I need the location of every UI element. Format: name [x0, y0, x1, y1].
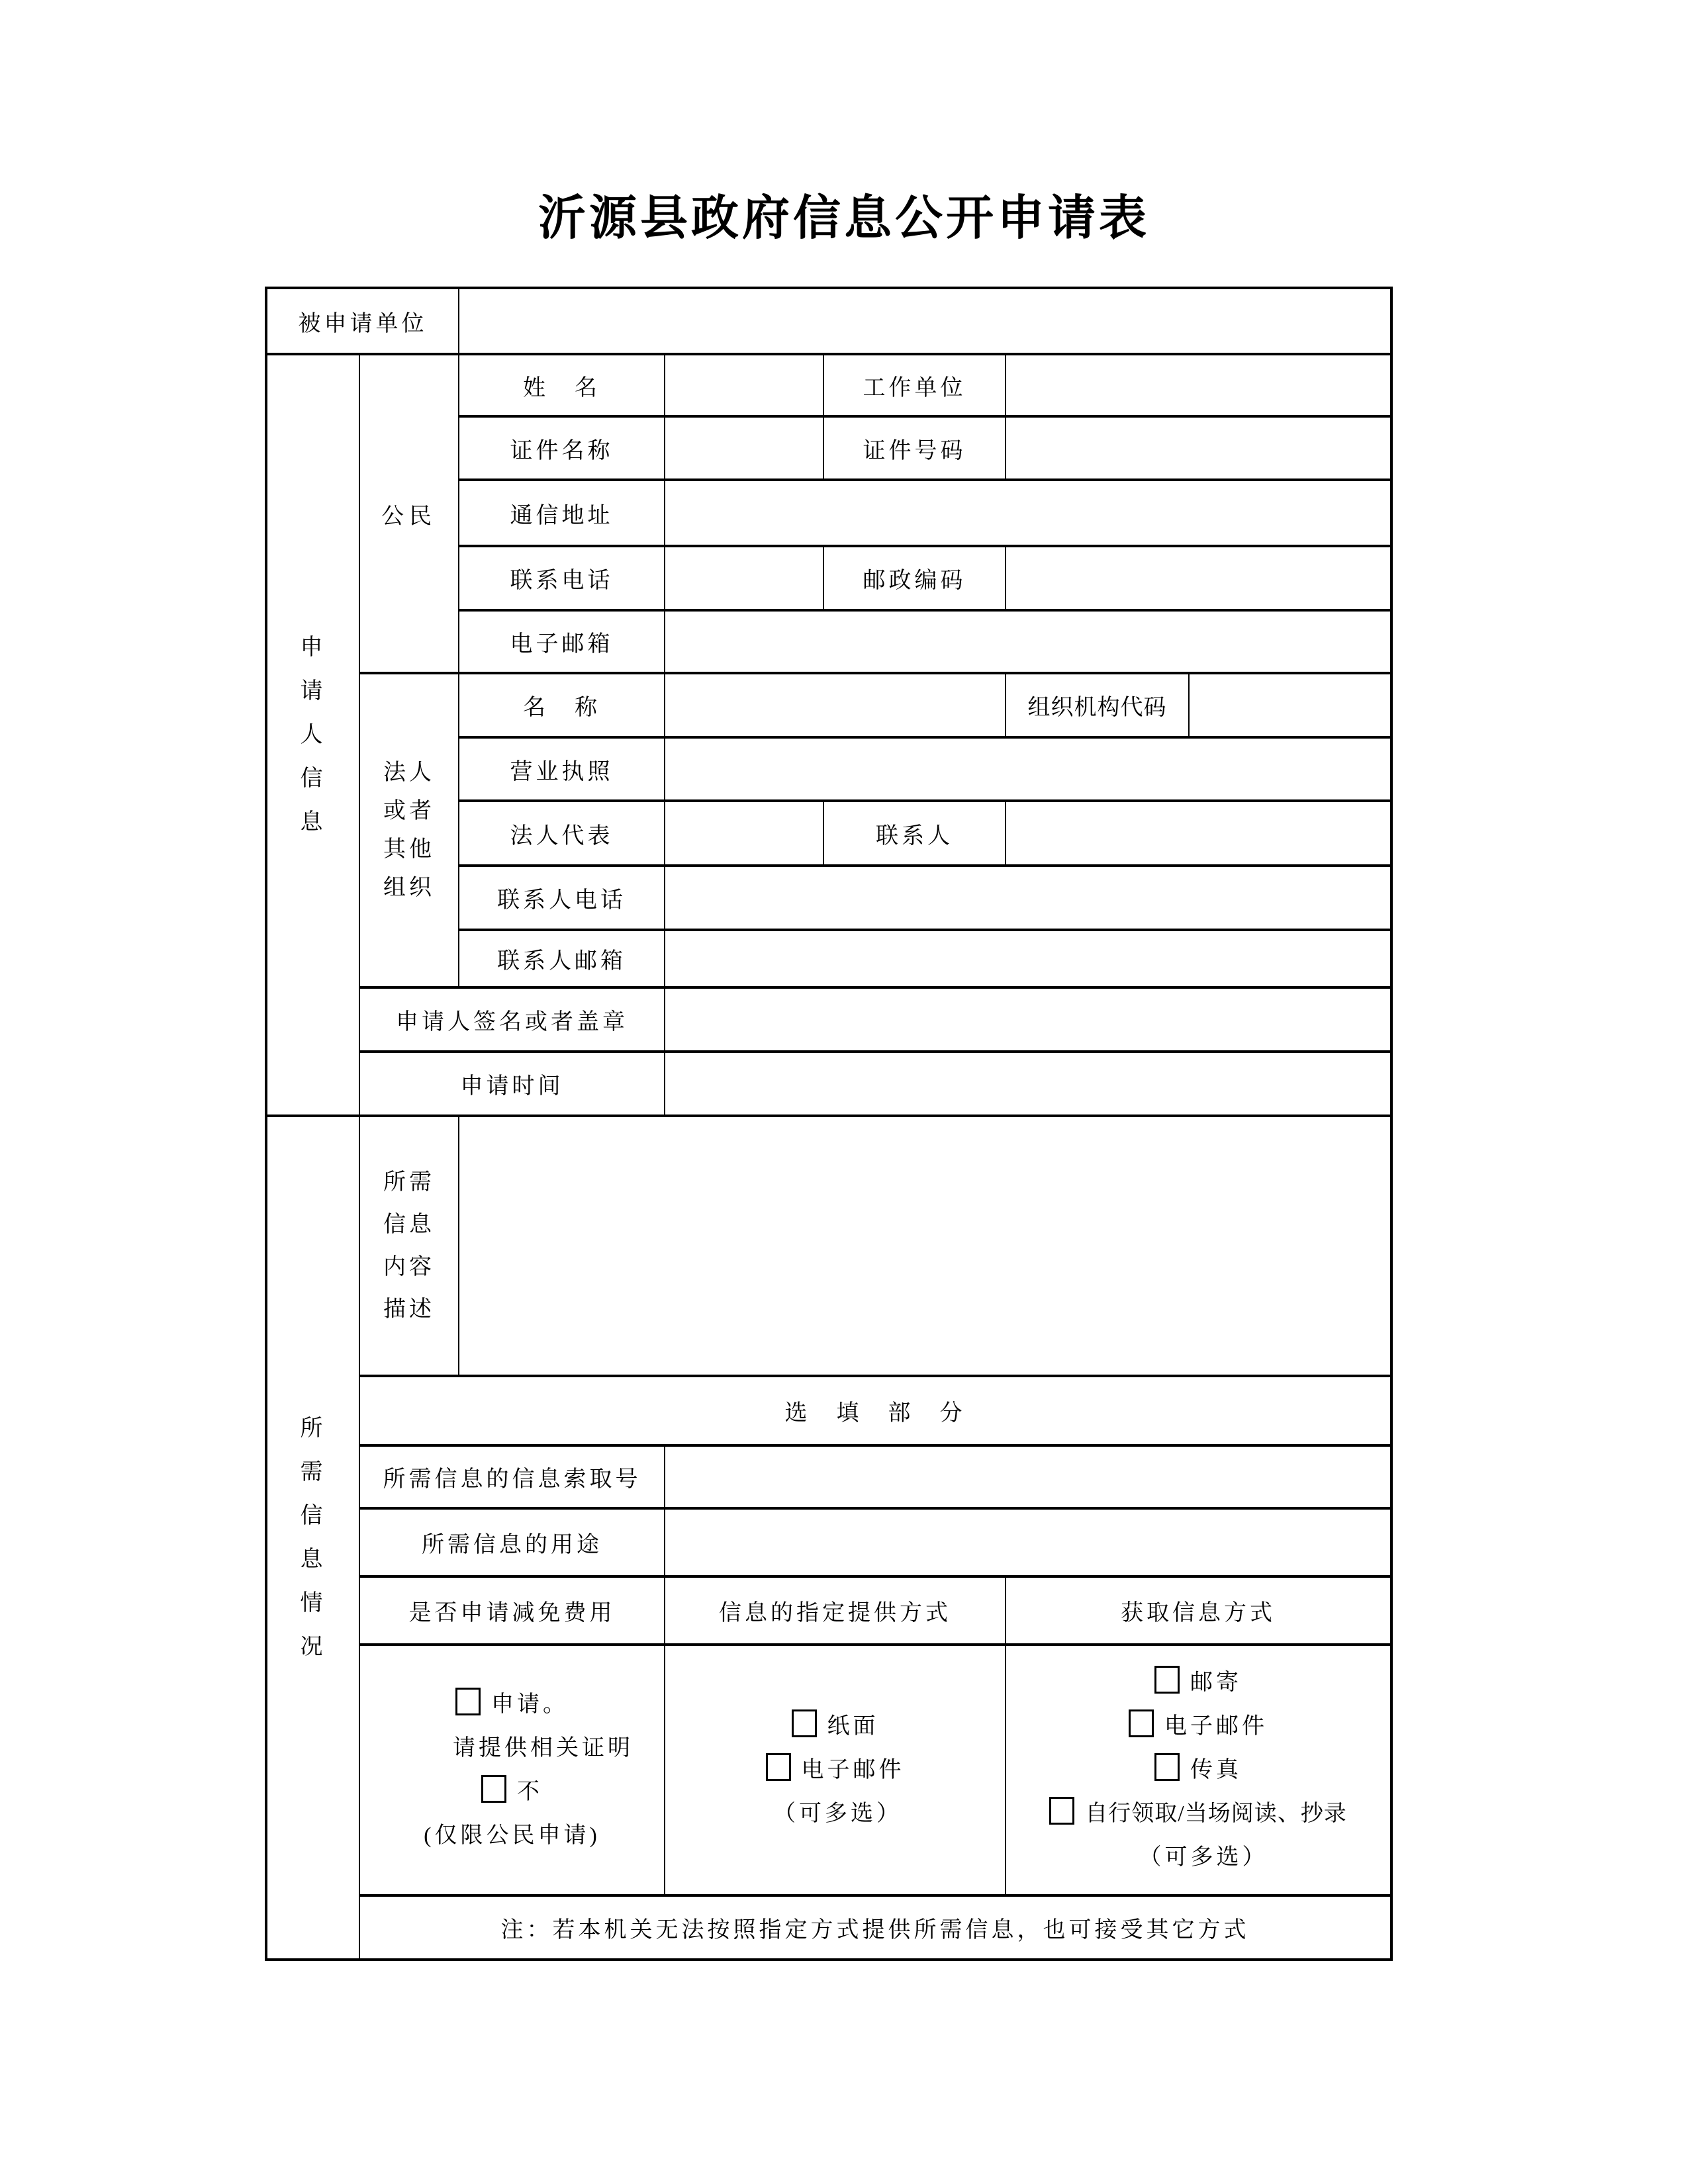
index-number-input[interactable]	[665, 1445, 1391, 1508]
index-number-label: 所需信息的信息索取号	[359, 1445, 665, 1508]
checkbox-obtain-email[interactable]	[1129, 1709, 1154, 1737]
info-section-label: 所 需 信 息 情 况	[266, 1116, 359, 1960]
org-contactphone-label: 联系人电话	[459, 866, 665, 930]
org-contactemail-input[interactable]	[665, 930, 1391, 987]
provide-method-options	[665, 1645, 1006, 1895]
citizen-phone-input[interactable]	[665, 546, 823, 610]
org-name-label: 名 称	[459, 673, 665, 737]
checkbox-fee-apply[interactable]	[455, 1688, 481, 1715]
provide-option-paper: 纸面	[665, 1705, 1005, 1749]
obtain-multi-select-note: （可多选）	[1139, 1844, 1268, 1870]
applytime-input[interactable]	[665, 1052, 1391, 1116]
citizen-certnumber-input[interactable]	[1006, 416, 1391, 480]
citizen-certnumber-label: 证件号码	[823, 416, 1006, 480]
citizen-workunit-input[interactable]	[1006, 354, 1391, 416]
provide-multi-select-note: （可多选）	[773, 1801, 902, 1826]
citizen-email-input[interactable]	[665, 610, 1391, 673]
requested-unit-input[interactable]	[459, 288, 1391, 354]
checkbox-fee-no[interactable]	[481, 1775, 506, 1803]
organization-label: 法人 或者 其他 组织	[359, 673, 459, 987]
checkbox-self-pickup[interactable]	[1049, 1797, 1074, 1825]
org-contact-label: 联系人	[823, 801, 1006, 866]
purpose-label: 所需信息的用途	[359, 1508, 665, 1576]
citizen-name-label: 姓 名	[459, 354, 665, 416]
citizen-certname-label: 证件名称	[459, 416, 665, 480]
org-name-input[interactable]	[665, 673, 1006, 737]
purpose-input[interactable]	[665, 1508, 1391, 1576]
fee-reduction-options	[359, 1645, 665, 1895]
org-contactphone-input[interactable]	[665, 866, 1391, 930]
org-license-label: 营业执照	[459, 737, 665, 801]
provide-option-email: 电子邮件	[665, 1749, 1005, 1792]
org-contactemail-label: 联系人邮箱	[459, 930, 665, 987]
signature-input[interactable]	[665, 987, 1391, 1052]
org-code-label: 组织机构代码	[1006, 673, 1189, 737]
fee-option-no: 不	[360, 1770, 664, 1814]
org-legalrep-input[interactable]	[665, 801, 823, 866]
info-description-input[interactable]	[459, 1116, 1391, 1376]
signature-label: 申请人签名或者盖章	[359, 987, 665, 1052]
applytime-label: 申请时间	[359, 1052, 665, 1116]
provide-method-header: 信息的指定提供方式	[665, 1576, 1006, 1645]
form-title: 沂源县政府信息公开申请表	[538, 192, 1150, 245]
applicant-section-label: 申 请 人 信 息	[266, 354, 359, 1116]
org-license-input[interactable]	[665, 737, 1391, 801]
fee-reduction-header: 是否申请减免费用	[359, 1576, 665, 1645]
requested-unit-label: 被申请单位	[266, 288, 459, 354]
org-code-input[interactable]	[1189, 673, 1391, 737]
citizen-name-input[interactable]	[665, 354, 823, 416]
citizen-workunit-label: 工作单位	[823, 354, 1006, 416]
info-description-label: 所需 信息 内容 描述	[359, 1116, 459, 1376]
org-legalrep-label: 法人代表	[459, 801, 665, 866]
obtain-option-email: 电子邮件	[1006, 1705, 1390, 1749]
citizen-address-label: 通信地址	[459, 480, 665, 546]
footnote: 注：若本机关无法按照指定方式提供所需信息，也可接受其它方式	[359, 1895, 1391, 1960]
application-form-table	[265, 287, 1393, 1961]
citizen-label: 公民	[359, 354, 459, 673]
checkbox-paper[interactable]	[792, 1709, 817, 1737]
citizen-email-label: 电子邮箱	[459, 610, 665, 673]
citizen-phone-label: 联系电话	[459, 546, 665, 610]
obtain-option-mail: 邮寄	[1006, 1661, 1390, 1705]
optional-section-title: 选 填 部 分	[359, 1376, 1391, 1445]
checkbox-mail[interactable]	[1154, 1666, 1180, 1694]
fee-option-apply-note: 请提供相关证明	[453, 1735, 633, 1760]
checkbox-fax[interactable]	[1154, 1753, 1180, 1781]
citizen-address-input[interactable]	[665, 480, 1391, 546]
org-contact-input[interactable]	[1006, 801, 1391, 866]
checkbox-provide-email[interactable]	[766, 1753, 791, 1781]
citizen-postcode-input[interactable]	[1006, 546, 1391, 610]
citizen-postcode-label: 邮政编码	[823, 546, 1006, 610]
fee-option-apply: 申请。	[360, 1683, 664, 1727]
fee-citizen-only-note: (仅限公民申请)	[424, 1823, 600, 1848]
obtain-option-fax: 传真	[1006, 1749, 1390, 1792]
obtain-method-options	[1006, 1645, 1391, 1895]
citizen-certname-input[interactable]	[665, 416, 823, 480]
obtain-option-self-pickup: 自行领取/当场阅读、抄录	[1006, 1792, 1390, 1836]
obtain-method-header: 获取信息方式	[1006, 1576, 1391, 1645]
